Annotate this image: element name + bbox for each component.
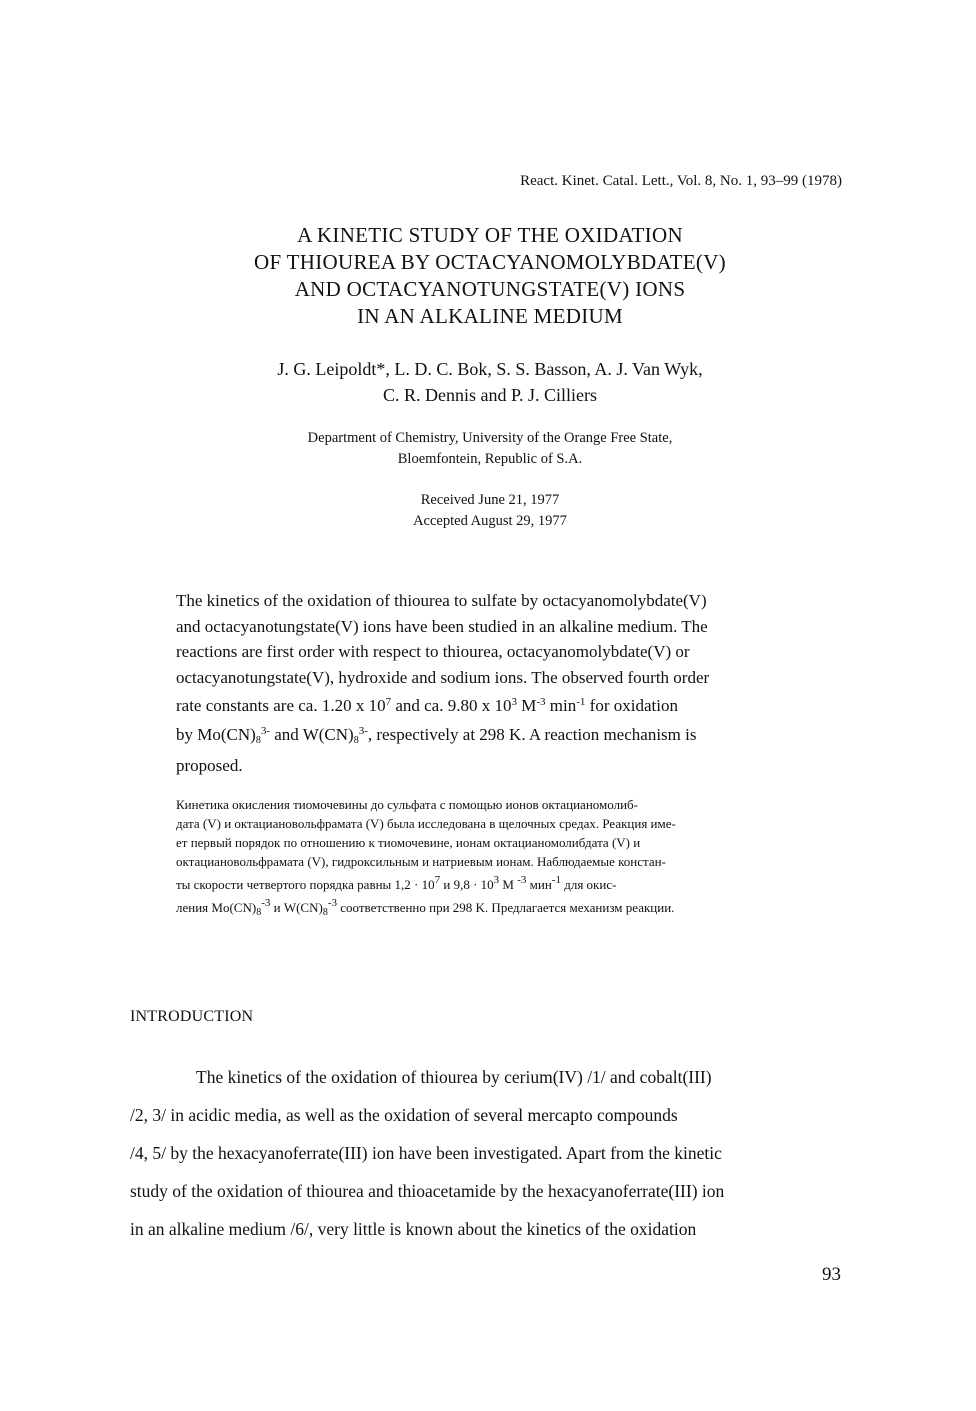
section-heading: INTRODUCTION	[130, 1008, 254, 1025]
authors-line: C. R. Dennis and P. J. Cilliers	[382, 385, 597, 405]
abstract-line: reactions are first order with respect to thiourea, octacyanomolybdate(V) or	[176, 642, 690, 661]
abstract-line	[176, 894, 896, 922]
submission-dates	[0, 490, 976, 532]
text-run: for oxidation	[585, 696, 678, 715]
superscript: -1	[551, 874, 561, 886]
superscript: -1	[576, 696, 586, 708]
title-line: IN AN ALKALINE MEDIUM	[357, 304, 623, 328]
abstract-line: дата (V) и октациановольфрамата (V) была исследована в щелочных средах. Реакция име-	[176, 816, 676, 831]
superscript: 3-	[358, 724, 368, 737]
text-run: by Mo(CN)	[176, 724, 256, 744]
body-line: /2, 3/ in acidic media, as well as the oxidation of several mercapto compounds	[130, 1105, 678, 1125]
abstract-line	[176, 871, 896, 894]
title-line: AND OCTACYANOTUNGSTATE(V) IONS	[294, 277, 686, 301]
text-run: M	[499, 877, 518, 892]
abstract-line	[176, 719, 866, 754]
abstract-line: октациановольфрамата (V), гидроксильным и натриевым ионам. Наблюдаемые констан-	[176, 854, 666, 869]
title-line: OF THIOUREA BY OCTACYANOMOLYBDATE(V)	[254, 250, 726, 274]
authors-line: J. G. Leipoldt*, L. D. C. Bok, S. S. Basson, A. J. Van Wyk,	[277, 359, 703, 379]
text-run: and W(CN)	[269, 724, 354, 744]
superscript: 3-	[260, 724, 270, 737]
text-run: rate constants are ca. 1.20 x 10	[176, 696, 386, 715]
paper-title	[0, 222, 976, 330]
superscript: 3	[493, 874, 500, 886]
superscript: 3	[511, 696, 517, 708]
text-run: ления Mo(CN)	[176, 900, 257, 915]
text-run: , respectively at 298 K. A reaction mechanism is	[367, 724, 697, 744]
superscript: 7	[385, 696, 392, 708]
abstract-russian	[176, 795, 896, 922]
superscript: 7	[434, 874, 441, 886]
affiliation-line: Department of Chemistry, University of the Orange Free State,	[307, 430, 673, 446]
page-number: 93	[822, 1264, 841, 1285]
superscript: -3	[517, 874, 527, 886]
subscript: 8	[255, 734, 261, 746]
text-run: M	[516, 696, 537, 715]
title-line: A KINETIC STUDY OF THE OXIDATION	[297, 223, 683, 247]
affiliation-line: Bloemfontein, Republic of S.A.	[397, 451, 583, 467]
body-line: study of the oxidation of thiourea and thioacetamide by the hexacyanoferrate(III) ion	[130, 1181, 725, 1201]
subscript: 8	[322, 907, 328, 918]
superscript: -3	[261, 897, 271, 909]
journal-citation: React. Kinet. Catal. Lett., Vol. 8, No. 1, 93–99 (1978)	[520, 173, 842, 189]
superscript: -3	[327, 897, 337, 909]
abstract-line	[176, 690, 866, 719]
subscript: 8	[256, 907, 262, 918]
accepted-date: Accepted August 29, 1977	[413, 513, 567, 529]
text-run: соответственно при 298 K. Предлагается механизм реакции.	[336, 900, 675, 915]
abstract-line: The kinetics of the oxidation of thiourea to sulfate by octacyanomolybdate(V)	[176, 591, 707, 610]
author-list	[0, 356, 976, 408]
text-run: min	[545, 696, 577, 715]
subscript: 8	[353, 734, 359, 746]
text-run: and ca. 9.80 x 10	[391, 696, 512, 715]
introduction-body	[130, 1058, 890, 1248]
text-run: и W(CN)	[270, 900, 323, 915]
body-line: in an alkaline medium /6/, very little is known about the kinetics of the oxidation	[130, 1219, 697, 1239]
body-line: /4, 5/ by the hexacyanoferrate(III) ion have been investigated. Apart from the kinetic	[130, 1143, 722, 1163]
superscript: -3	[536, 696, 546, 708]
abstract-line: Кинетика окисления тиомочевины до сульфата с помощью ионов октацианомолиб-	[176, 797, 638, 812]
abstract-line: proposed.	[176, 756, 243, 775]
affiliation	[0, 428, 976, 470]
text-run: и 9,8 · 10	[440, 877, 494, 892]
text-run: ты скорости четвертого порядка равны 1,2 · 10	[176, 877, 435, 892]
abstract-english	[176, 588, 866, 779]
text-run: для окис-	[560, 877, 617, 892]
abstract-line: ет первый порядок по отношению к тиомочевине, ионам октацианомолибдата (V) и	[176, 835, 641, 850]
received-date: Received June 21, 1977	[420, 492, 560, 508]
abstract-line: and octacyanotungstate(V) ions have been studied in an alkaline medium. The	[176, 616, 708, 636]
abstract-line: octacyanotungstate(V), hydroxide and sodium ions. The observed fourth order	[176, 667, 710, 687]
text-run: мин	[526, 877, 552, 892]
body-line: The kinetics of the oxidation of thiourea by cerium(IV) /1/ and cobalt(III)	[196, 1067, 712, 1087]
